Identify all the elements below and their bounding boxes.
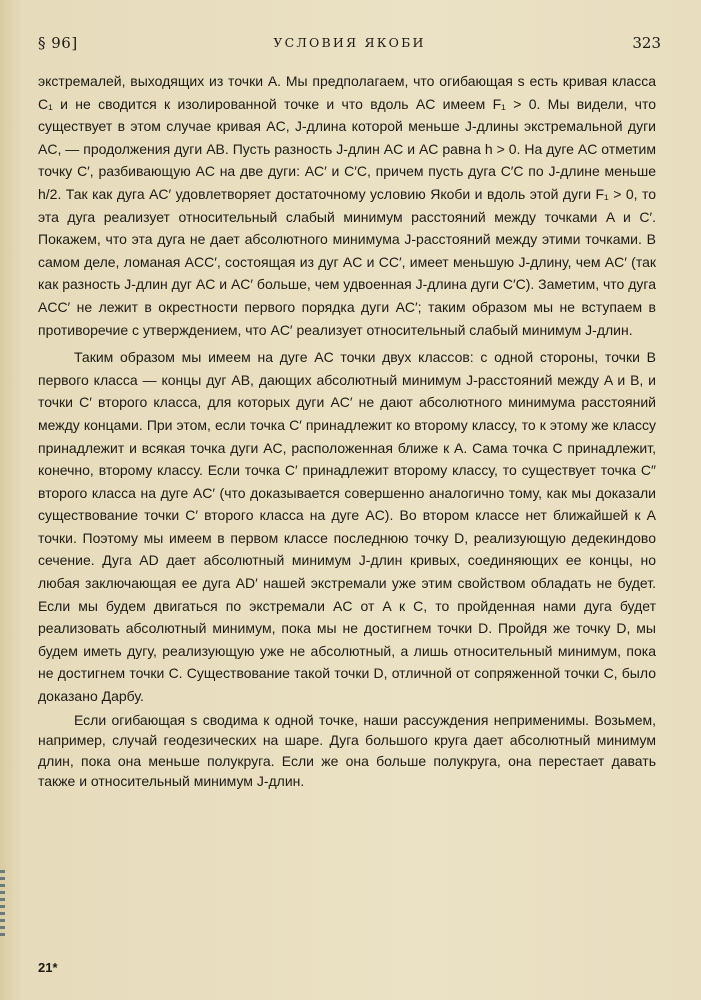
- signature-mark: 21*: [38, 960, 58, 975]
- binding-edge-mark: [0, 870, 5, 940]
- running-header: [38, 34, 661, 60]
- section-reference: § 96]: [38, 34, 78, 52]
- paragraph-2: Таким образом мы имеем на дуге AC точки двух классов: с одной стороны, точки B первого класса — концы дуг AB, дающих абсолютный минимум J-расстояний между A и B, и точки C′ второго класса, для которых дуги AC′ не дают абсолютного минимума расстояний между концами. При этом, если точка C′ принадлежит ко второму классу, то к этому же классу принадлежит и всякая точка дуги AC, расположенная ближе к A. Сама точка C принадлежит, конечно, второму классу. Если точка C′ принадлежит второму классу, то существует точка C″ второго класса на дуге AC′ (что доказывается совершенно аналогично тому, как мы доказали существование точки C′ второго класса на дуге AC). Во втором классе нет ближайшей к A точки. Поэтому мы имеем в первом классе последнюю точку D, реализующую дедекиндово сечение. Дуга AD дает абсолютный минимум J-длин кривых, соединяющих ее концы, но любая заключающая ее дуга AD′ нашей экстремали уже этим свойством обладать не будет. Если мы будем двигаться по экстремали AC от A к C, то пройденная нами дуга будет реализовать абсолютный минимум, пока мы не достигнем точки D. Пройдя же точку D, мы будем иметь дугу, реализующую уже не абсолютный, а лишь относительный минимум, пока не достигнем точки C. Существование такой точки D, отличной от сопряженной точки C, было доказано Дарбу.: [38, 349, 656, 705]
- page-number: 323: [632, 34, 661, 52]
- running-title: УСЛОВИЯ ЯКОБИ: [273, 35, 426, 50]
- paragraph-1: экстремалей, выходящих из точки A. Мы предполагаем, что огибающая s есть кривая класса C₁ и не сводится к изолированной точке и что вдоль AC имеем F₁ > 0. Мы видели, что существует в этом случае кривая AC, J-длина которой меньше J-длины экстремальной дуги AC, — продолжения дуги AB. Пусть разность J-длин AC и AC равна h > 0. На дуге AC отметим точку C′, разбивающую AC на две дуги: AC′ и C′C, причем пусть дуга C′C по J-длине меньше h/2. Так как дуга AC′ удовлетворяет достаточному условию Якоби и вдоль этой дуги F₁ > 0, то эта дуга реализует относительный слабый минимум расстояний между точками A и C′. Покажем, что эта дуга не дает абсолютного минимума J-расстояний между этими точками. В самом деле, ломаная ACC′, состоящая из дуг AC и CC′, имеет меньшую J-длину, чем AC′ (так как разность J-длин дуг AC и AC′ больше, чем удвоенная J-длина дуги C′C). Заметим, что дуга ACC′ не лежит в окрестности первого порядка дуги AC′; таким образом мы не вступаем в противоречие с утверждением, что AC′ реализует относительный слабый минимум J-длин.: [38, 73, 656, 338]
- paragraph-3: Если огибающая s сводима к одной точке, наши рассуждения неприменимы. Возьмем, например, случай геодезических на шаре. Дуга большого круга дает абсолютный минимум длин, пока она меньше полукруга. Если же она больше полукруга, она перестает давать также и относительный минимум J-длин.: [38, 711, 656, 790]
- body-text: [38, 70, 656, 792]
